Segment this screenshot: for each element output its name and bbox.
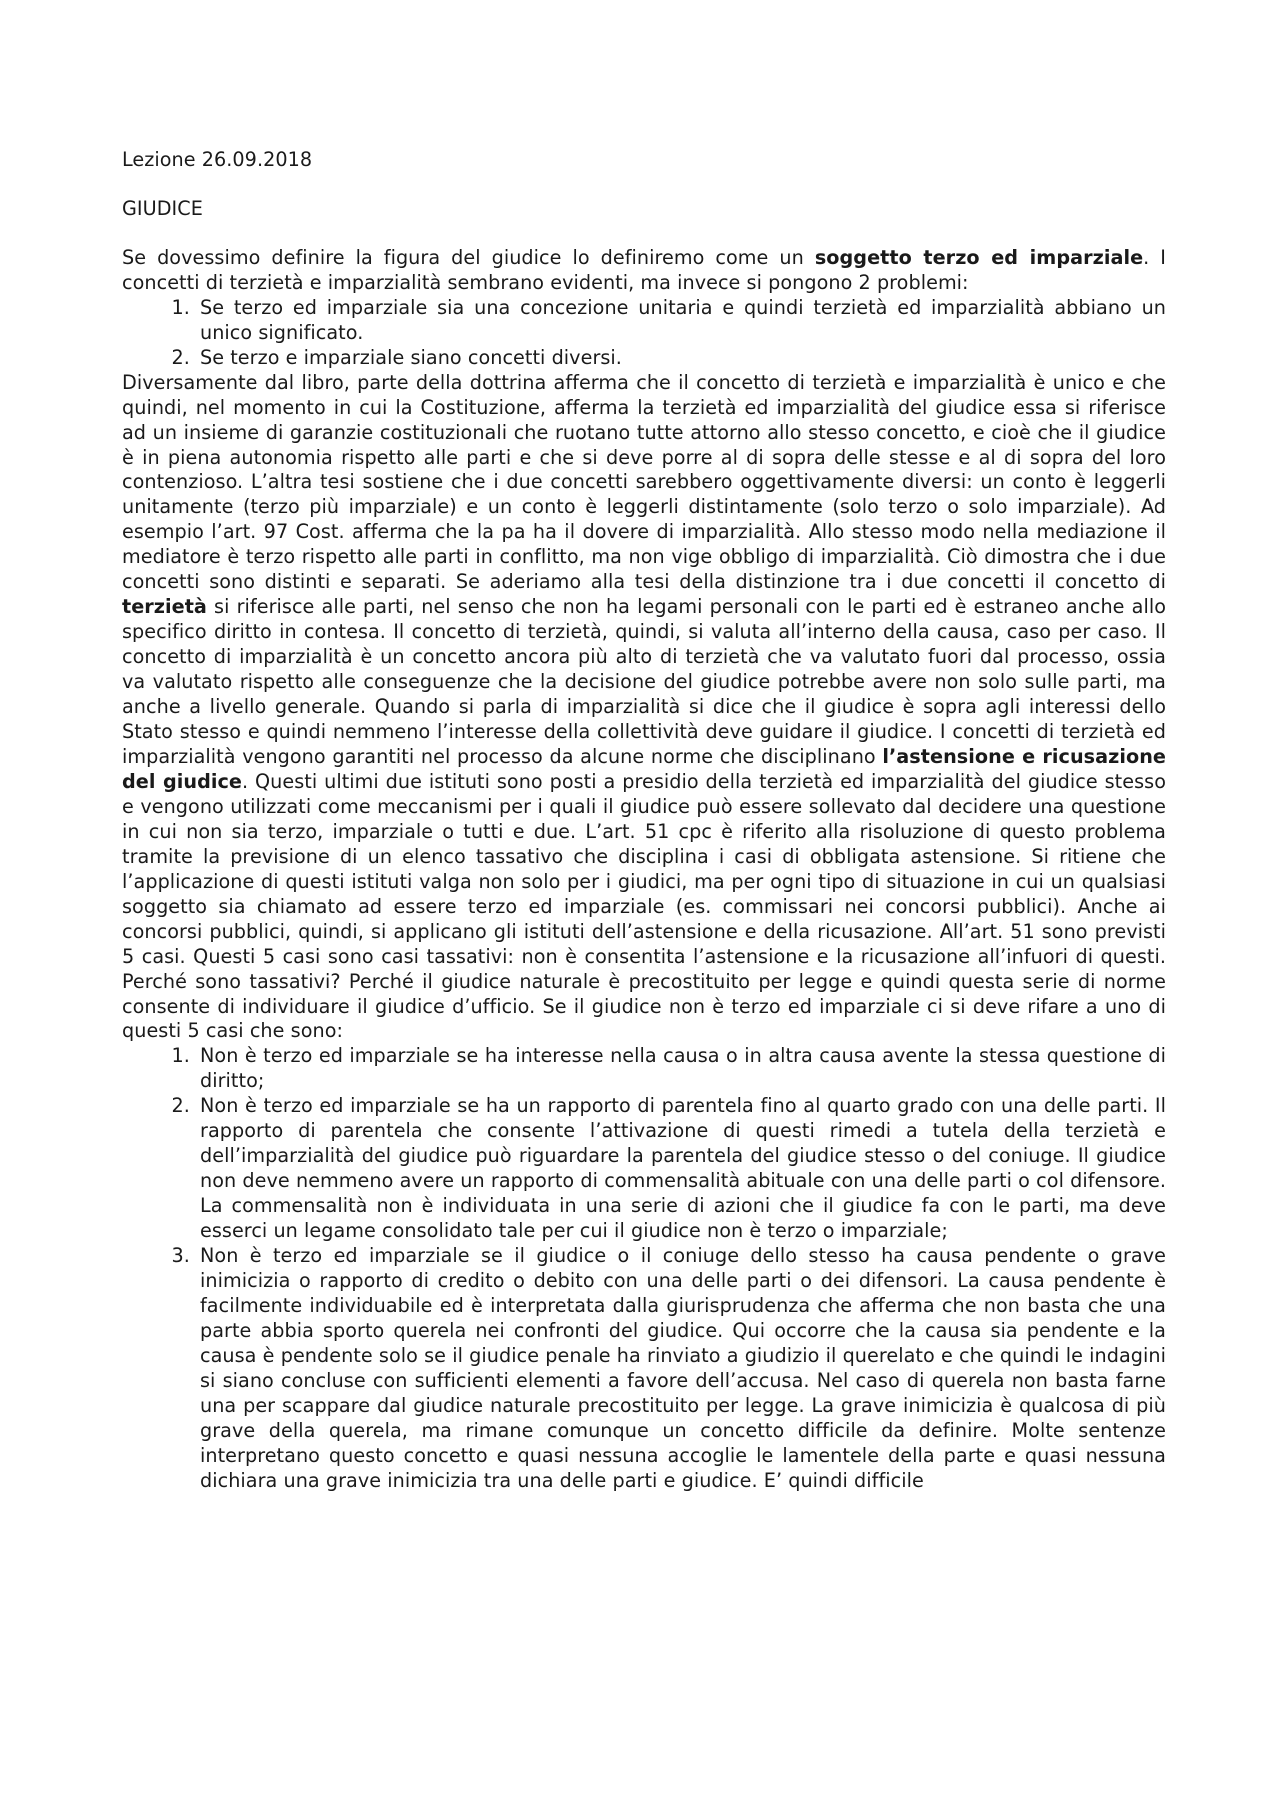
intro-paragraph: [122, 246, 1166, 296]
list-item: 3. Non è terzo ed imparziale se il giudice o il coniuge dello stesso ha causa pendente o grave inimicizia o rapporto di credito o debito con una delle parti o dei difensori. La causa pendente è facilmente individuabile ed è interpretata dalla giurisprudenza che afferma che non basta che una parte abbia sporto querela nei confronti del giudice. Qui occorre che la causa sia pendente e la causa è pendente solo se il giudice penale ha rinviato a giudizio il querelato e che quindi le indagini si siano concluse con sufficienti elementi a favore dell’accusa. Nel caso di querela non basta farne una per scappare dal giudice naturale precostituito per legge. La grave inimicizia è qualcosa di più grave della querela, ma rimane comunque un concetto difficile da definire. Molte sentenze interpretano questo concetto e quasi nessuna accoglie le lamentele della parte e quasi nessuna dichiara una grave inimicizia tra una delle parti e giudice. E’ quindi difficile: [196, 1244, 1166, 1494]
main-text-3: . Questi ultimi due istituti sono posti a presidio della terzietà ed imparzialità del giudice stesso e vengono utilizzati come meccanismi per i quali il giudice può essere sollevato dal decidere una questione in cui non sia terzo, imparziale o tutti e due. L’art. 51 cpc è riferito alla risoluzione di questo problema tramite la previsione di un elenco tassativo che disciplina i casi di obbligata astensione. Si ritiene che l’applicazione di questi istituti valga non solo per i giudici, ma per ogni tipo di situazione in cui un qualsiasi soggetto sia chiamato ad essere terzo ed imparziale (es. commissari nei concorsi pubblici). Anche ai concorsi pubblici, quindi, si applicano gli istituti dell’astensione e della ricusazione. All’art. 51 sono previsti 5 casi. Questi 5 casi sono casi tassativi: non è consentita l’astensione e la ricusazione all’infuori di questi. Perché sono tassativi? Perché il giudice naturale è precostituito per legge e quindi questa serie di norme consente di individuare il giudice d’ufficio. Se il giudice non è terzo ed imparziale ci si deve rifare a uno di questi 5 casi che sono:: [122, 769, 1166, 1043]
main-text-2: si riferisce alle parti, nel senso che non ha legami personali con le parti ed è estraneo anche allo specifico diritto in contesa. Il concetto di terzietà, quindi, si valuta all’interno della causa, caso per caso. Il concetto di imparzialità è un concetto ancora più alto di terzietà che va valutato fuori dal processo, ossia va valutato rispetto alle conseguenze che la decisione del giudice potrebbe avere non solo sulle parti, ma anche a livello generale. Quando si parla di imparzialità si dice che il giudice è sopra agli interessi dello Stato stesso e quindi nemmeno l’interesse della collettività deve guidare il giudice. I concetti di terzietà ed imparzialità vengono garantiti nel processo da alcune norme che disciplinano: [122, 595, 1166, 768]
main-bold-terzieta: terzietà: [122, 595, 207, 619]
cases-list: [122, 1044, 1166, 1493]
intro-text-1: Se dovessimo definire la figura del giudice lo definiremo come un: [122, 245, 815, 269]
problems-list: [122, 296, 1166, 371]
section-title: GIUDICE: [122, 196, 203, 220]
intro-bold-term: soggetto terzo ed imparziale: [814, 245, 1144, 269]
lesson-date: Lezione 26.09.2018: [122, 148, 313, 171]
list-item: 1. Se terzo ed imparziale sia una concezione unitaria e quindi terzietà ed imparzialità abbiano un unico significato.: [196, 296, 1166, 346]
main-bold-astensione: l’astensione e ricusazione del giudice: [122, 744, 1166, 793]
main-text-1: Diversamente dal libro, parte della dottrina afferma che il concetto di terzietà e imparzialità è unico e che quindi, nel momento in cui la Costituzione, afferma la terzietà ed imparzialità del giudice essa si riferisce ad un insieme di garanzie costituzionali che ruotano tutte attorno allo stesso concetto, e cioè che il giudice è in piena autonomia rispetto alle parti e che si deve porre al di sopra delle stesse e al di sopra del loro contenzioso. L’altra tesi sostiene che i due concetti sarebbero oggettivamente diversi: un conto è leggerli unitamente (terzo più imparziale) e un conto è leggerli distintamente (solo terzo o solo imparziale). Ad esempio l’art. 97 Cost. afferma che la pa ha il dovere di imparzialità. Allo stesso modo nella mediazione il mediatore è terzo rispetto alle parti in conflitto, ma non vige obbligo di imparzialità. Ciò dimostra che i due concetti sono distinti e separati. Se aderiamo alla tesi della distinzione tra i due concetti il concetto di: [122, 370, 1166, 594]
list-item: 2. Non è terzo ed imparziale se ha un rapporto di parentela fino al quarto grado con una delle parti. Il rapporto di parentela che consente l’attivazione di questi rimedi a tutela della terzietà e dell’imparzialità del giudice può riguardare la parentela del giudice stesso o del coniuge. Il giudice non deve nemmeno avere un rapporto di commensalità abituale con una delle parti o col difensore. La commensalità non è individuata in una serie di azioni che il giudice fa con le parti, ma deve esserci un legame consolidato tale per cui il giudice non è terzo o imparziale;: [196, 1094, 1166, 1244]
document-page: [122, 148, 1166, 1494]
main-paragraph: [122, 371, 1166, 1045]
list-item: 1. Non è terzo ed imparziale se ha interesse nella causa o in altra causa avente la stessa questione di diritto;: [196, 1044, 1166, 1094]
intro-text-2: . I concetti di terzietà e imparzialità sembrano evidenti, ma invece si pongono 2 problemi:: [122, 245, 1167, 294]
list-item: 2. Se terzo e imparziale siano concetti diversi.: [196, 346, 1166, 371]
